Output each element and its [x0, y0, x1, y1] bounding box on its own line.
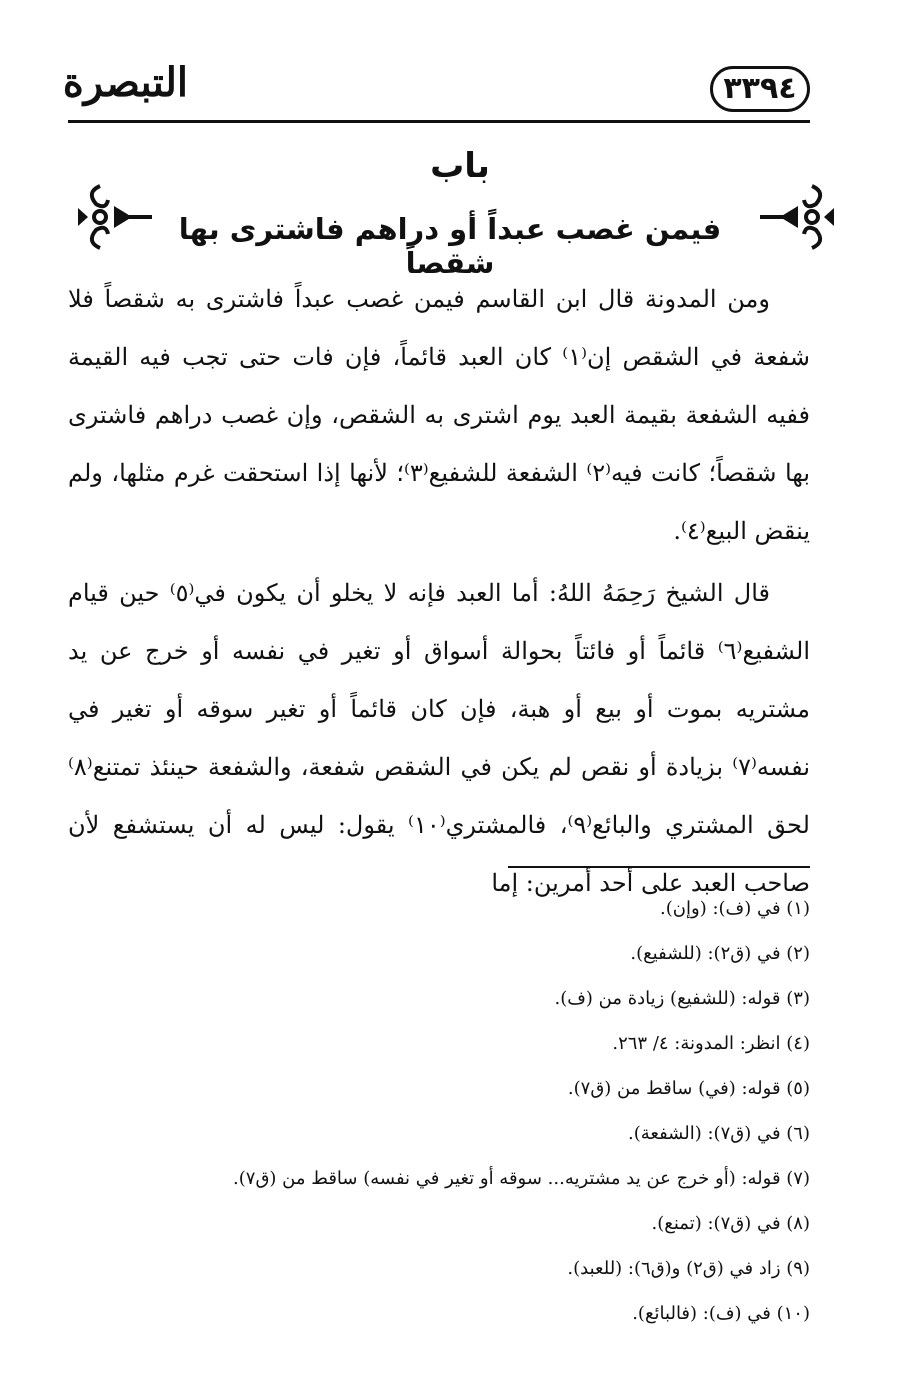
footnote: (٣) قوله: (للشفيع) زيادة من (ف).: [554, 988, 810, 1009]
footnote: (٥) قوله: (في) ساقط من (ق٧).: [567, 1078, 810, 1099]
page-number: ٣٣٩٤: [710, 66, 810, 112]
footnote: (٦) في (ق٧): (الشفعة).: [628, 1123, 810, 1144]
footnote-separator: [508, 866, 810, 868]
ornament-right-icon: [752, 178, 842, 256]
footnote: (٨) في (ق٧): (تمنع).: [651, 1213, 810, 1234]
footnote: (٢) في (ق٢): (للشفيع).: [630, 943, 810, 964]
page-header: [62, 48, 810, 128]
footnotes: [68, 886, 810, 1336]
footnote: (١٠) في (ف): (فالبائع).: [632, 1303, 810, 1324]
footnote: (٧) قوله: (أو خرج عن يد مشتريه... سوقه أو تغير في نفسه) ساقط من (ق٧).: [233, 1168, 810, 1189]
main-text: [68, 270, 810, 912]
footnote: (٩) زاد في (ق٢) و(ق٦): (للعبد).: [567, 1258, 810, 1279]
book-title: التبصرة: [62, 59, 188, 106]
header-rule: [68, 120, 810, 123]
paragraph: ومن المدونة قال ابن القاسم فيمن غصب عبداً فاشترى به شقصاً فلا شفعة في الشقص إن⁽١⁾ كان العبد قائماً، فإن فات حتى تجب فيه القيمة ففيه الشفعة بقيمة العبد يوم اشترى به الشقص، وإن غصب دراهم فاشترى بها شقصاً؛ كانت فيه⁽٢⁾ الشفعة للشفيع⁽٣⁾؛ لأنها إذا استحقت غرم مثلها، ولم ينقض البيع⁽٤⁾.: [68, 285, 810, 545]
footnote: (٤) انظر: المدونة: ٤/ ٢٦٣.: [612, 1033, 810, 1054]
chapter-title: فيمن غصب عبداً أو دراهم فاشترى بها شقصاً: [178, 212, 722, 280]
paragraph: قال الشيخ رَحِمَهُ اللهُ: أما العبد فإنه لا يخلو أن يكون في⁽٥⁾ حين قيام الشفيع⁽٦⁾ قائماً أو فائتاً بحوالة أسواق أو تغير في نفسه أو خرج عن يد مشتريه بموت أو بيع أو هبة، فإن كان قائماً أو تغير سوقه أو تغير في نفسه⁽٧⁾ بزيادة أو نقص لم يكن في الشقص شفعة، والشفعة حينئذ تمتنع⁽٨⁾ لحق المشتري والبائع⁽٩⁾، فالمشتري⁽١٠⁾ يقول: ليس له أن يستشفع لأن صاحب العبد على أحد أمرين: إما: [68, 579, 810, 897]
ornament-left-icon: [70, 178, 160, 256]
footnote: (١) في (ف): (وإن).: [660, 898, 810, 919]
chapter-label: باب: [430, 146, 490, 186]
